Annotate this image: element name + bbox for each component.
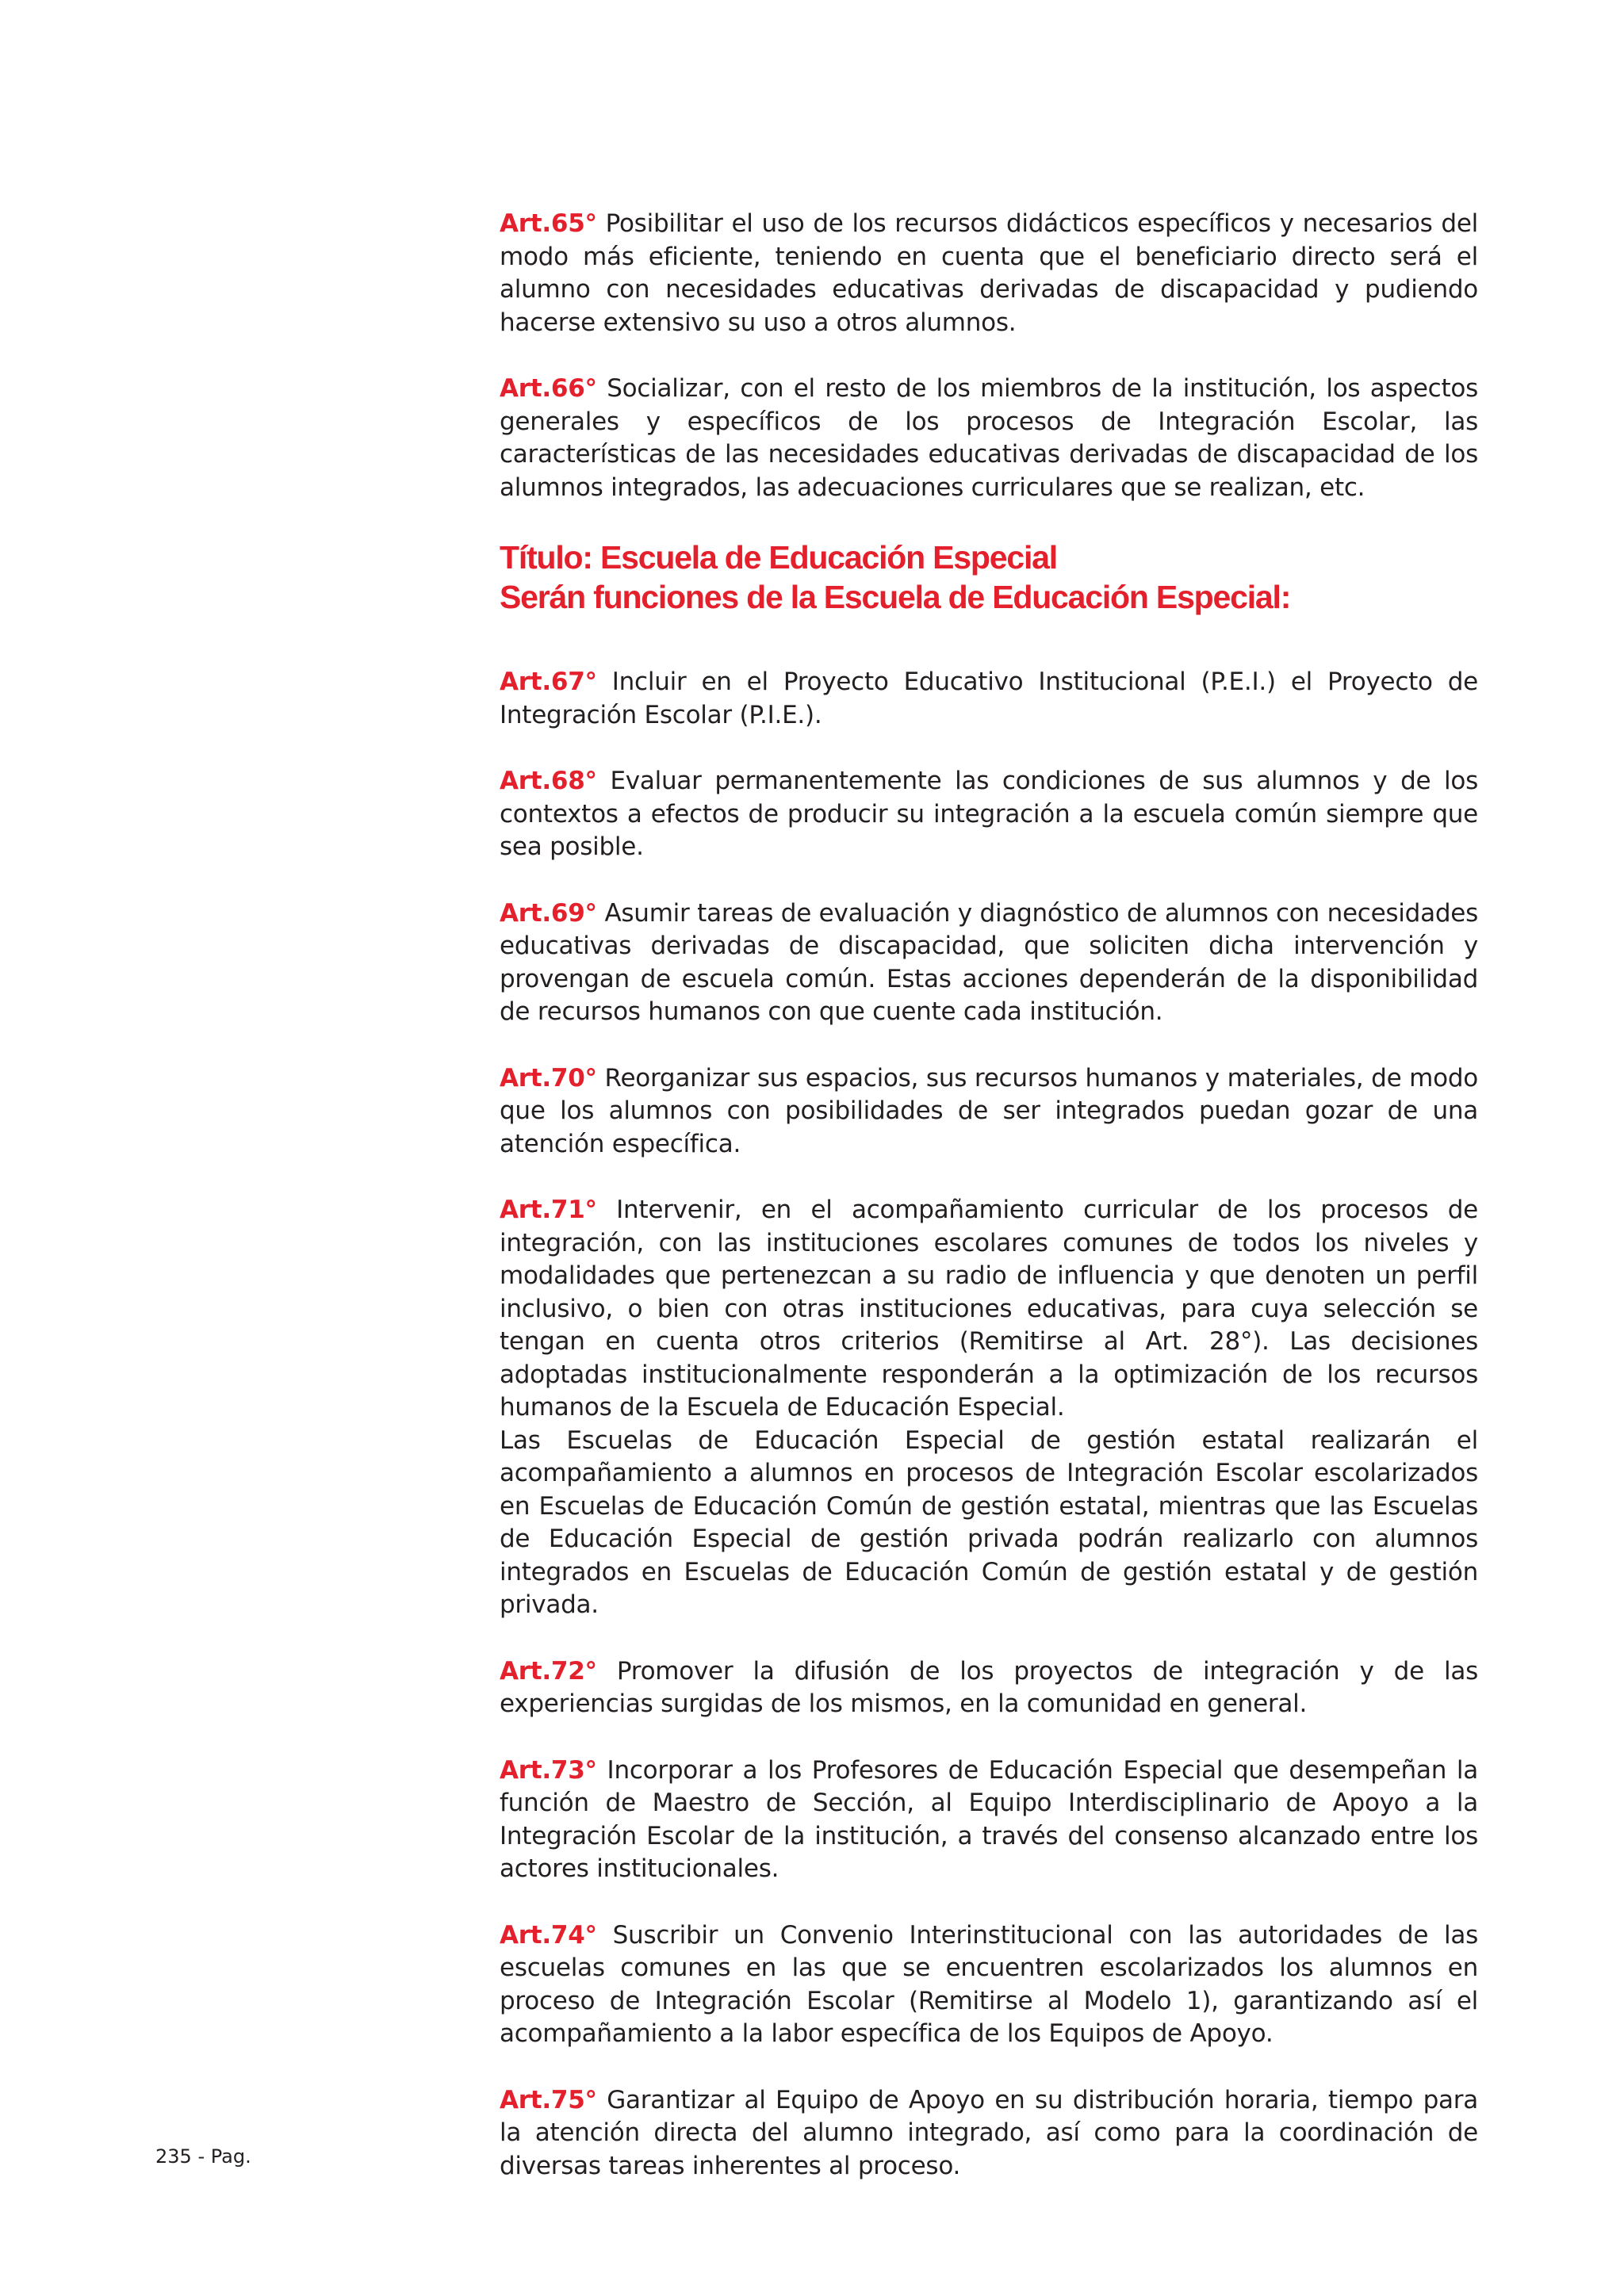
article-text: Posibilitar el uso de los recursos didácticos específicos y necesarios del modo más eficiente, teniendo en cuenta que el beneficiario directo será el alumno con necesidades educativas derivadas de discapacidad y pudiendo hacerse extensivo su uso a otros alumnos. <box>500 209 1479 337</box>
article-label: Art.69° <box>500 898 597 928</box>
article-label: Art.70° <box>500 1063 597 1093</box>
article-text: Suscribir un Convenio Interinstitucional con las autoridades de las escuelas comunes en las que se encuentren escolarizados los alumnos en proceso de Integración Escolar (Remitirse al Modelo 1), garantizando así el acompañamiento a la labor específica de los Equipos de Apoyo. <box>500 1920 1478 2048</box>
article-71 <box>500 1194 1478 1622</box>
article-73 <box>500 1755 1478 1886</box>
article-label: Art.68° <box>500 767 597 795</box>
article-68 <box>500 765 1478 864</box>
article-text: Garantizar al Equipo de Apoyo en su distribución horaria, tiempo para la atención directa del alumno integrado, así como para la coordinación de diversas tareas inherentes al proceso. <box>500 2085 1479 2180</box>
article-70 <box>500 1062 1478 1161</box>
article-text: Incorporar a los Profesores de Educación Especial que desempeñan la función de Maestro de Sección, al Equipo Interdisciplinario de Apoyo a la Integración Escolar de la institución, a través del consenso alcanzado entre los actores institucionales. <box>500 1755 1478 1883</box>
article-75 <box>500 2084 1478 2183</box>
section-title: Título: Escuela de Educación Especial <box>500 539 1057 576</box>
section-subtitle: Serán funciones de la Escuela de Educación Especial: <box>500 579 1291 615</box>
article-text: Intervenir, en el acompañamiento curricular de los procesos de integración, con las instituciones escolares comunes de todos los niveles y modalidades que pertenezcan a su radio de influencia y que denoten un perfil inclusivo, o bien con otras instituciones educativas, para cuya selección se tengan en cuenta otros criterios (Remitirse al Art. 28°). Las decisiones adoptadas institucionalmente responderán a la optimización de los recursos humanos de la Escuela de Educación Especial. <box>500 1196 1478 1422</box>
article-continuation: Las Escuelas de Educación Especial de gestión estatal realizarán el acompañamiento a alumnos en procesos de Integración Escolar escolarizados en Escuelas de Educación Común de gestión estatal, mientras que las Escuelas de Educación Especial de gestión privada podrán realizarlo con alumnos integrados en Escuelas de Educación Común de gestión estatal y de gestión privada. <box>500 1425 1478 1619</box>
article-label: Art.74° <box>500 1920 597 1950</box>
article-67 <box>500 666 1478 732</box>
article-text: Evaluar permanentemente las condiciones de sus alumnos y de los contextos a efectos de producir su integración a la escuela común siempre que sea posible. <box>500 767 1478 861</box>
article-65 <box>500 208 1478 339</box>
article-label: Art.65° <box>500 209 597 238</box>
article-label: Art.66° <box>500 374 597 403</box>
article-label: Art.75° <box>500 2085 597 2114</box>
article-66 <box>500 373 1478 504</box>
article-label: Art.71° <box>500 1196 597 1224</box>
article-69 <box>500 897 1478 1029</box>
document-body <box>500 208 1478 2216</box>
article-text: Reorganizar sus espacios, sus recursos humanos y materiales, de modo que los alumnos con posibilidades de ser integrados puedan gozar de una atención específica. <box>500 1063 1478 1158</box>
article-74 <box>500 1919 1478 2051</box>
article-text: Incluir en el Proyecto Educativo Institucional (P.E.I.) el Proyecto de Integración Escolar (P.I.E.). <box>500 668 1478 729</box>
article-72 <box>500 1655 1478 1721</box>
page-number: 235 - Pag. <box>155 2145 251 2168</box>
article-label: Art.72° <box>500 1656 597 1686</box>
article-text: Promover la difusión de los proyectos de integración y de las experiencias surgidas de los mismos, en la comunidad en general. <box>500 1656 1479 1718</box>
article-text: Socializar, con el resto de los miembros de la institución, los aspectos generales y específicos de los procesos de Integración Escolar, las características de las necesidades educativas derivadas de discapacidad de los alumnos integrados, las adecuaciones curriculares que se realizan, etc. <box>500 374 1478 502</box>
section-heading <box>500 538 1478 617</box>
article-label: Art.73° <box>500 1755 597 1785</box>
article-text: Asumir tareas de evaluación y diagnóstico de alumnos con necesidades educativas derivadas de discapacidad, que soliciten dicha intervención y provengan de escuela común. Estas acciones dependerán de la disponibilidad de recursos humanos con que cuente cada institución. <box>500 898 1479 1026</box>
article-label: Art.67° <box>500 668 597 696</box>
